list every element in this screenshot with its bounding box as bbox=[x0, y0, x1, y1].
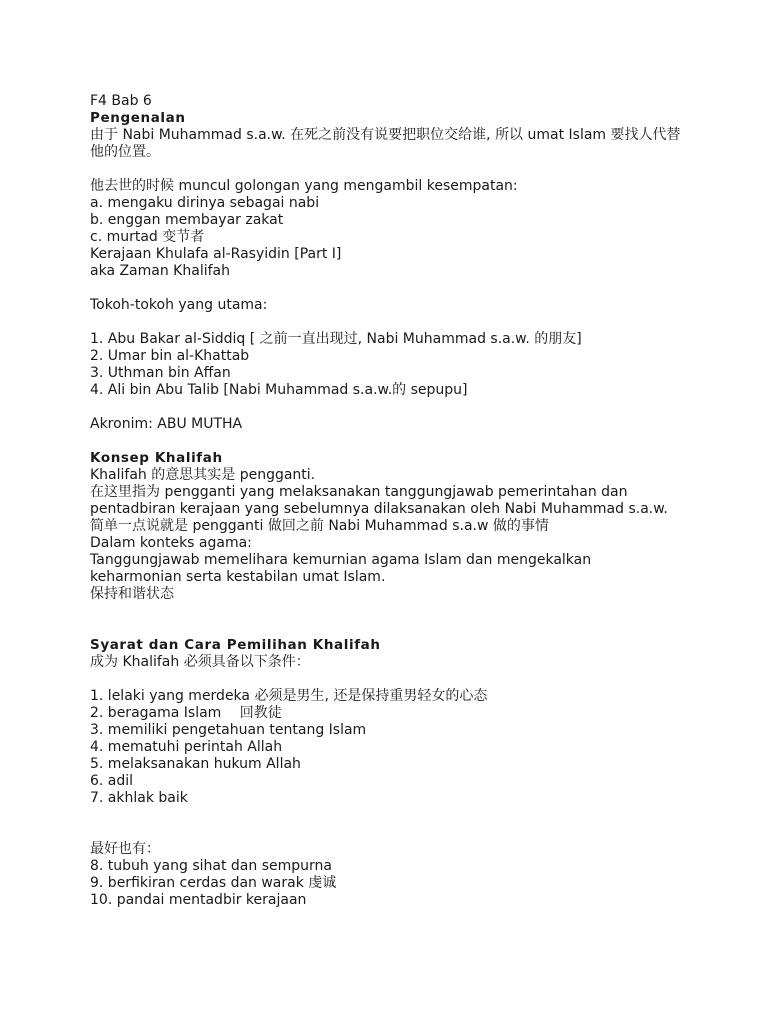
heading-konsep-khalifah: Konsep Khalifah bbox=[90, 450, 223, 466]
paragraph-line: 最好也有： bbox=[90, 841, 160, 857]
paragraph-line: 成为 Khalifah 必须具备以下条件： bbox=[90, 654, 310, 670]
list-item: 8. tubuh yang sihat dan sempurna bbox=[90, 858, 332, 874]
spacer bbox=[90, 603, 730, 620]
spacer bbox=[90, 824, 730, 841]
list-item: 5. melaksanakan hukum Allah bbox=[90, 756, 301, 772]
paragraph-line: 简单一点说就是 pengganti 做回之前 Nabi Muhammad s.a.w 做的事情 bbox=[90, 518, 549, 534]
paragraph-line: keharmonian serta kestabilan umat Islam. bbox=[90, 569, 386, 585]
list-item: 3. Uthman bin Affan bbox=[90, 365, 231, 381]
list-item: 10. pandai mentadbir kerajaan bbox=[90, 892, 307, 908]
paragraph-line: pentadbiran kerajaan yang sebelumnya dilaksanakan oleh Nabi Muhammad s.a.w. bbox=[90, 501, 668, 517]
list-item: 7. akhlak baik bbox=[90, 790, 188, 806]
paragraph-line: 保持和谐状态 bbox=[90, 586, 174, 602]
list-item: 4. mematuhi perintah Allah bbox=[90, 739, 283, 755]
paragraph-line: 在这里指为 pengganti yang melaksanakan tanggungjawab pemerintahan dan bbox=[90, 484, 628, 500]
list-item: 4. Ali bin Abu Talib [Nabi Muhammad s.a.w.的 sepupu] bbox=[90, 382, 468, 398]
spacer bbox=[90, 161, 730, 178]
heading-pengenalan: Pengenalan bbox=[90, 110, 186, 126]
list-item: 1. Abu Bakar al-Siddiq [ 之前一直出现过, Nabi Muhammad s.a.w. 的朋友] bbox=[90, 331, 582, 347]
spacer bbox=[90, 671, 730, 688]
document-page bbox=[90, 93, 730, 909]
list-item: 1. lelaki yang merdeka 必须是男生, 还是保持重男轻女的心态 bbox=[90, 688, 488, 704]
list-item: b. enggan membayar zakat bbox=[90, 212, 284, 228]
paragraph-line: Tokoh-tokoh yang utama: bbox=[90, 297, 268, 313]
list-item: 2. Umar bin al-Khattab bbox=[90, 348, 250, 364]
paragraph-line: 他去世的时候 muncul golongan yang mengambil kesempatan: bbox=[90, 178, 518, 194]
heading-syarat-pemilihan: Syarat dan Cara Pemilihan Khalifah bbox=[90, 637, 381, 653]
spacer bbox=[90, 620, 730, 637]
spacer bbox=[90, 399, 730, 416]
list-item: 9. berfikiran cerdas dan warak 虔诚 bbox=[90, 875, 337, 891]
list-item: 2. beragama Islam 回教徒 bbox=[90, 705, 282, 721]
paragraph-line: Khalifah 的意思其实是 pengganti. bbox=[90, 467, 316, 483]
doc-header: F4 Bab 6 bbox=[90, 93, 152, 109]
paragraph-line: Dalam konteks agama: bbox=[90, 535, 252, 551]
paragraph-line: 由于 Nabi Muhammad s.a.w. 在死之前没有说要把职位交给谁, 所以 umat Islam 要找人代替 bbox=[90, 127, 681, 143]
paragraph-line: Tanggungjawab memelihara kemurnian agama Islam dan mengekalkan bbox=[90, 552, 592, 568]
paragraph-line: aka Zaman Khalifah bbox=[90, 263, 230, 279]
paragraph-line: 他的位置。 bbox=[90, 144, 160, 160]
list-item: 3. memiliki pengetahuan tentang Islam bbox=[90, 722, 367, 738]
spacer bbox=[90, 807, 730, 824]
spacer bbox=[90, 280, 730, 297]
list-item: 6. adil bbox=[90, 773, 134, 789]
list-item: c. murtad 变节者 bbox=[90, 229, 205, 245]
paragraph-line: Akronim: ABU MUTHA bbox=[90, 416, 243, 432]
spacer bbox=[90, 314, 730, 331]
spacer bbox=[90, 433, 730, 450]
list-item: a. mengaku dirinya sebagai nabi bbox=[90, 195, 320, 211]
paragraph-line: Kerajaan Khulafa al-Rasyidin [Part I] bbox=[90, 246, 342, 262]
